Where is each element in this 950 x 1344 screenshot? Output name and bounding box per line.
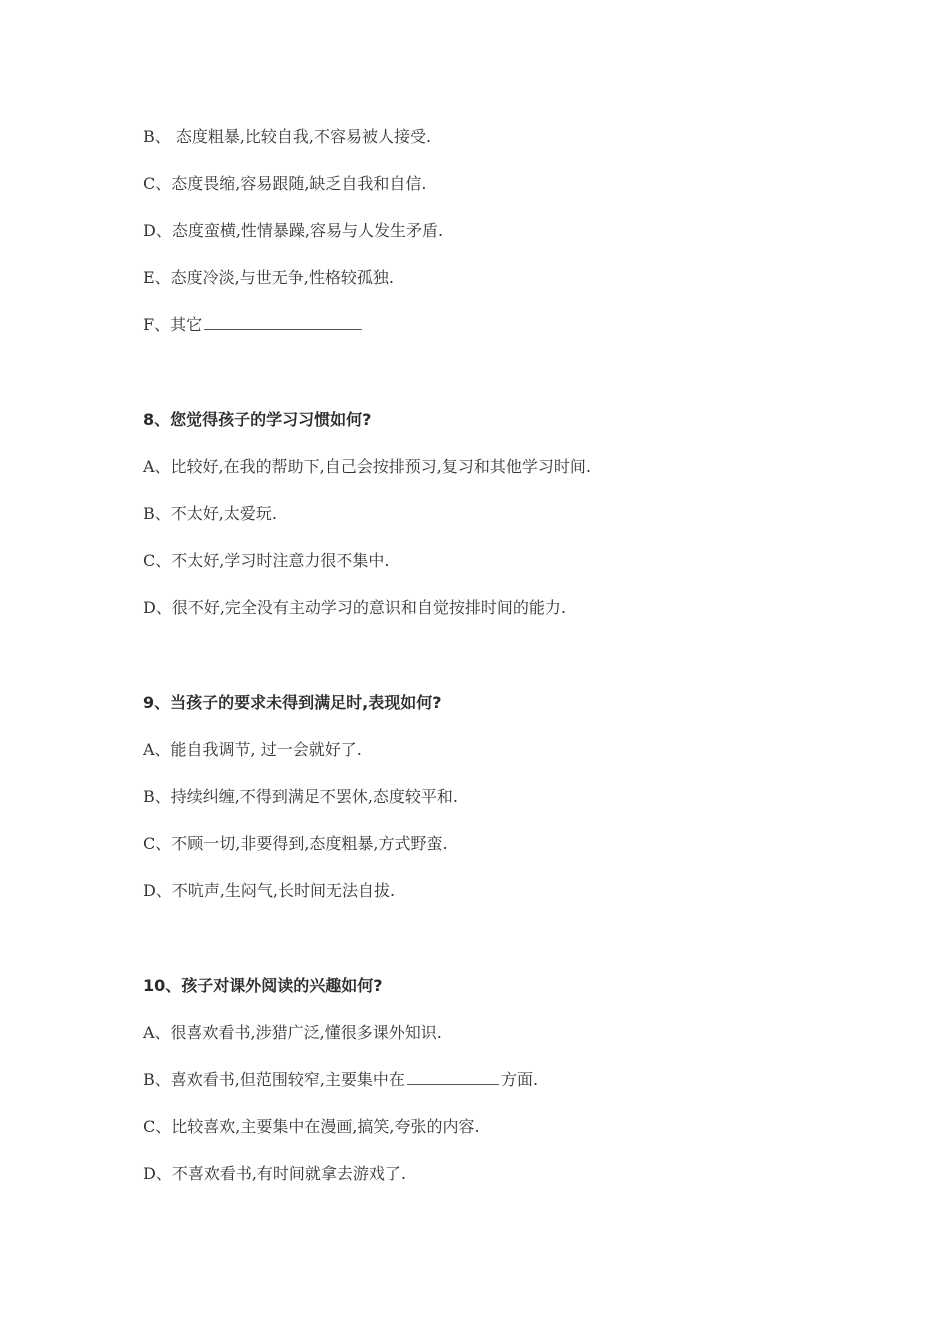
q7-option-f-label: F、其它 bbox=[143, 315, 203, 334]
q7-option-f bbox=[143, 314, 364, 336]
q8-option-a: A、比较好,在我的帮助下,自己会按排预习,复习和其他学习时间. bbox=[143, 457, 591, 476]
q9-option-b: B、持续纠缠,不得到满足不罢休,态度较平和. bbox=[143, 787, 459, 806]
q10-option-b-suffix: 方面. bbox=[500, 1070, 539, 1089]
q8-option-c: C、不太好,学习时注意力很不集中. bbox=[143, 551, 390, 570]
q10-option-b bbox=[143, 1069, 538, 1091]
q9-option-c: C、不顾一切,非要得到,态度粗暴,方式野蛮. bbox=[143, 834, 448, 853]
q7-option-d: D、态度蛮横,性情暴躁,容易与人发生矛盾. bbox=[143, 221, 444, 240]
q8-question: 8、您觉得孩子的学习习惯如何? bbox=[143, 410, 372, 429]
q7-option-b: B、 态度粗暴,比较自我,不容易被人接受. bbox=[143, 127, 432, 146]
q7-option-e: E、态度冷淡,与世无争,性格较孤独. bbox=[143, 268, 394, 287]
q9-question: 9、当孩子的要求未得到满足时,表现如何? bbox=[143, 693, 442, 712]
q8-option-b: B、不太好,太爱玩. bbox=[143, 504, 277, 523]
q10-question: 10、孩子对课外阅读的兴趣如何? bbox=[143, 976, 383, 995]
fill-in-blank bbox=[204, 314, 362, 330]
q9-option-d: D、不吭声,生闷气,长时间无法自拔. bbox=[143, 881, 396, 900]
q9-option-a: A、能自我调节, 过一会就好了. bbox=[143, 740, 362, 759]
q8-option-d: D、很不好,完全没有主动学习的意识和自觉按排时间的能力. bbox=[143, 598, 567, 617]
q10-option-d: D、不喜欢看书,有时间就拿去游戏了. bbox=[143, 1164, 407, 1183]
q10-option-b-text: B、喜欢看书,但范围较窄,主要集中在 bbox=[143, 1070, 405, 1089]
q10-option-c: C、比较喜欢,主要集中在漫画,搞笑,夸张的内容. bbox=[143, 1117, 480, 1136]
q10-option-a: A、很喜欢看书,涉猎广泛,懂很多课外知识. bbox=[143, 1023, 442, 1042]
q7-option-c: C、态度畏缩,容易跟随,缺乏自我和自信. bbox=[143, 174, 427, 193]
fill-in-blank bbox=[407, 1069, 499, 1085]
